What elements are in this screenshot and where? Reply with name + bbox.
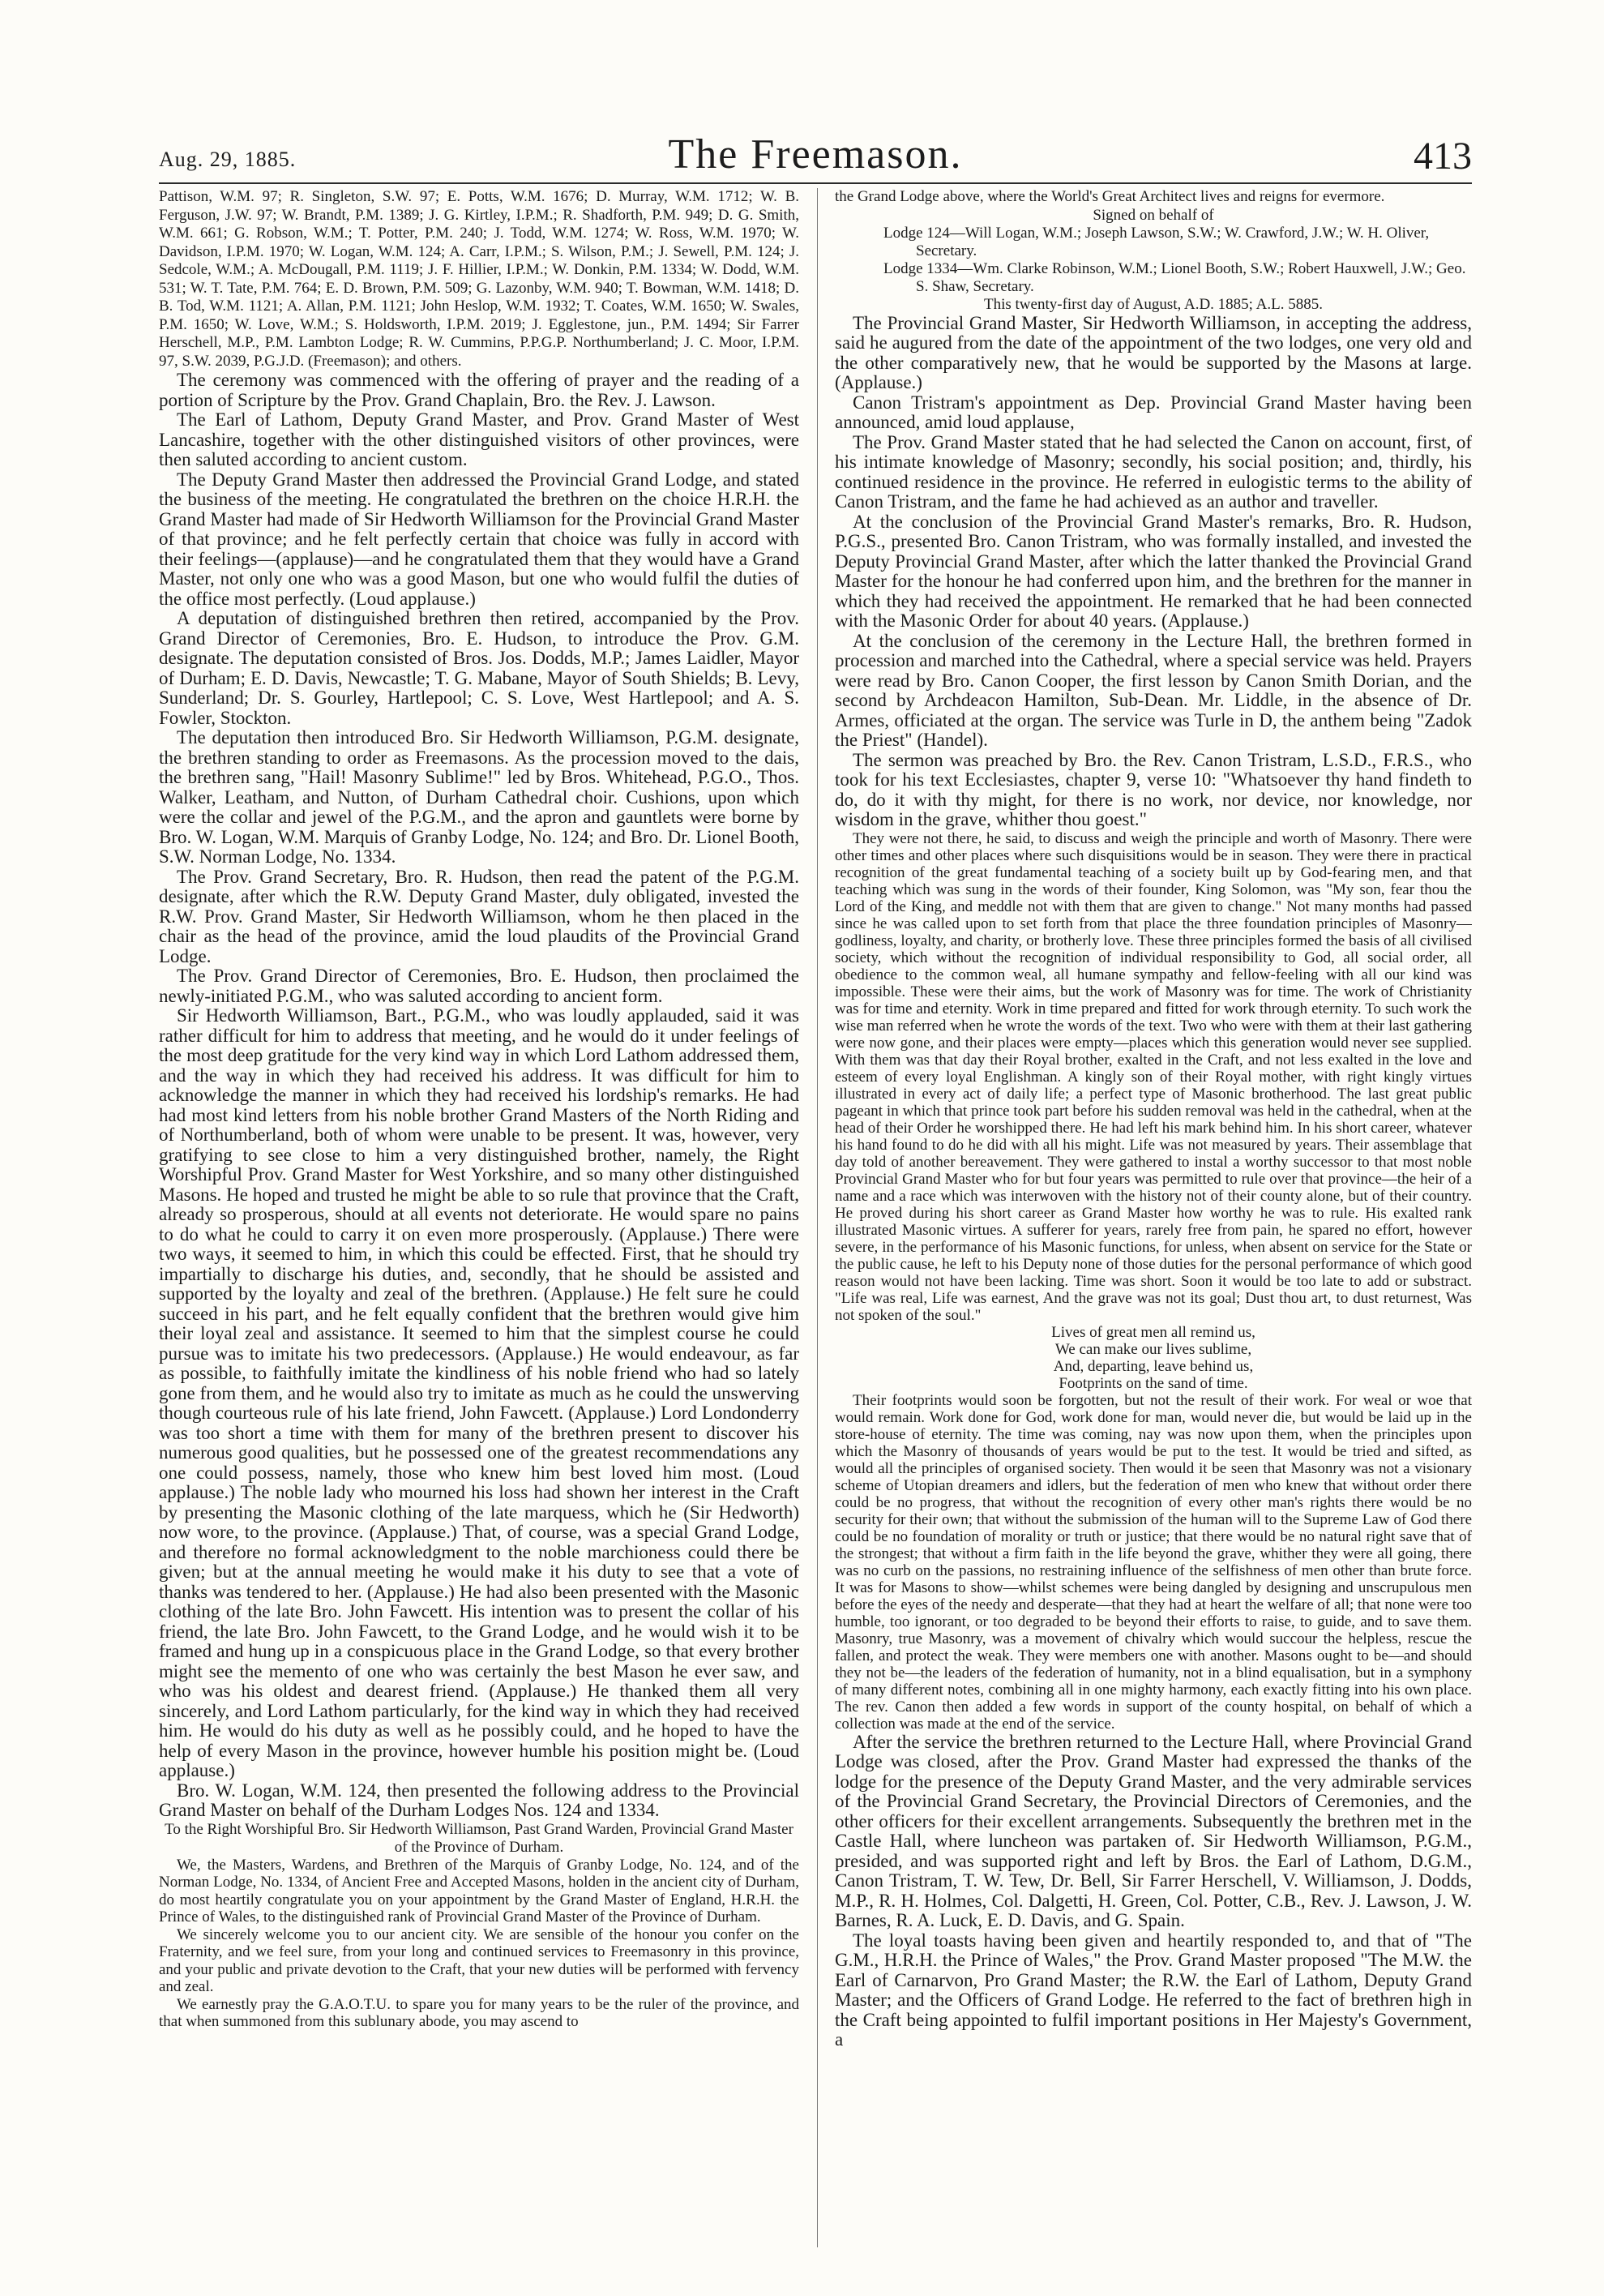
right-paragraph: At the conclusion of the Provincial Grand Master's remarks, Bro. R. Hudson, P.G.S., presented Bro. Canon Tristram, who was formally installed, and invested the Deputy Provincial Grand Master, after which the latter thanked the Provincial Grand Master for the honour he had conferred upon him, and the brethren for the manner in which they had received the appointment. He remarked that he had been connected with the Masonic Order for about 40 years. (Applause.) <box>835 511 1472 631</box>
right-paragraph: They were not there, he said, to discuss and weigh the principle and worth of Masonry. There were other times and other places where such disquisitions would be in season. They were there in practical recognition of the great fundamental teaching of a society built up by God-fearing men, and that teaching which was sung in the words of their founder, King Solomon, was "My son, fear thou the Lord of the King, and meddle not with them that are given to change." Not many months had passed since he was called upon to set forth from that place the three foundation principles of Masonry—godliness, loyalty, and charity, or brotherly love. These three principles formed the basis of all civilised society, which without the recognition of individual responsibility to God, all social order, all obedience to the common weal, all humane sympathy and fellow-feeling with all our kind was impossible. These were their aims, but the work of Masonry was for time. The work of Christianity was for time and eternity. Work in time prepared and fitted for work through eternity. To such work the wise man referred when he wrote the words of the text. Two who were with them at their last gathering were now gone, and their places were empty—places which this generation would never see supplied. With them was that day their Royal brother, exalted in the Craft, and not less exalted in the love and esteem of every loyal Englishman. A kingly son of their Royal mother, with right kingly virtues illustrated in every act of daily life; a perfect type of Masonic brotherhood. The last great public pageant in which that prince took part before his sudden removal was held in the cathedral, when at the head of their Order he worshipped there. He had left his mark behind him. In his short career, whatever his hand found to do he did with all his might. Life was not measured by years. Their assemblage that day told of another bereavement. They were gathered to instal a worthy successor to that most noble Provincial Grand Master who for but four years was permitted to rule over that province—the heir of a name and a race which was interwoven with the history not of their county alone, but of their country. He proved during his short career as Grand Master how worthy he was to rule. His exalted rank illustrated Masonic virtues. A sufferer for years, rarely free from pain, he spared no effort, however severe, in the performance of his Masonic functions, for unless, when absent on service for the State or the public cause, he left to his Deputy none of those duties for the personal performance of which good reason would not have been lacking. Time was short. Soon it would be too late to add or substract. "Life was real, Life was earnest, And the grave was not its goal; Dust thou art, to dust returnest, Was not spoken of the soul." <box>835 829 1472 1324</box>
right-paragraph: Their footprints would soon be forgotten, but not the result of their work. For weal or woe that would remain. Work done for God, work done for man, would never die, but would be laid up in the store-house of eternity. The time was coming, nay was now upon them, when the principles upon which the Masonry of thousands of years would be put to the test. It would be tried and sifted, as would all the principles of organised society. Then would it be seen that Masonry was not a visionary scheme of Utopian dreamers and idlers, but the federation of men who knew that without order there could be no progress, that without the recognition of every other man's rights there would be no security for their own; that without the submission of the human will to the Supreme Law of God there could be no foundation of morality or truth or justice; that there would be no natural right save that of the strongest; that without a firm faith in the life beyond the grave, whither they were all going, there was no curb on the passions, no restraining influence of the selfishness of men other than brute force. It was for Masons to show—whilst schemes were being dangled by designing and unscrupulous men before the eyes of the needy and desperate—that they had at heart the welfare of all; that none were too humble, too ignorant, or too degraded to be beyond their efforts to raise, to guide, and to save them. Masonry, true Masonry, was a movement of chivalry which would succour the helpless, rescue the fallen, and protect the weak. They were members one with another. Masons ought to be—and should they not be—the leaders of the federation of humanity, not in a blind equalisation, but in a symphony of many different notes, combining all in one mighty harmony, each exactly fitting into his own place. The rev. Canon then added a few words in support of the county hospital, on behalf of which a collection was made at the end of the service. <box>835 1391 1472 1733</box>
publication-title: The Freemason. <box>668 131 963 178</box>
left-paragraph: The Deputy Grand Master then addressed the Provincial Grand Lodge, and stated the business of the meeting. He congratulated the brethren on the choice H.R.H. the Grand Master had made of Sir Hedworth Williamson for the Provincial Grand Master of that province; and he felt perfectly certain that choice was fully in accord with their feelings—(applause)—and he congratulated them that they would have a Grand Master, not only one who was a good Mason, but one who would fulfil the duties of the office most perfectly. (Loud applause.) <box>159 469 799 609</box>
right-paragraph: Canon Tristram's appointment as Dep. Provincial Grand Master having been announced, amid loud applause, <box>835 392 1472 432</box>
right-paragraph: Signed on behalf of <box>1093 206 1214 224</box>
left-paragraph: The deputation then introduced Bro. Sir Hedworth Williamson, P.G.M. designate, the brethren standing to order as Freemasons. As the procession moved to the dais, the brethren sang, "Hail! Masonry Sublime!" led by Bros. Whitehead, P.G.O., Thos. Walker, Leatham, and Nutton, of Durham Cathedral choir. Cushions, upon which were the collar and jewel of the P.G.M., and the apron and gauntlets were borne by Bro. W. Logan, W.M. Marquis of Granby Lodge, No. 124; and Bro. Dr. Lionel Booth, S.W. Norman Lodge, No. 1334. <box>159 727 799 867</box>
left-paragraph: A deputation of distinguished brethren then retired, accompanied by the Prov. Grand Director of Ceremonies, Bro. E. Hudson, to introduce the Prov. G.M. designate. The deputation consisted of Bros. Jos. Dodds, M.P.; James Laidler, Mayor of Durham; E. D. Davis, Newcastle; T. G. Mabane, Mayor of South Shields; B. Levy, Sunderland; Dr. S. Gourley, Hartlepool; C. S. Love, West Hartlepool; and A. S. Fowler, Stockton. <box>159 608 799 728</box>
left-paragraph: The ceremony was commenced with the offering of prayer and the reading of a portion of Scripture by the Prov. Grand Chaplain, Bro. the Rev. J. Lawson. <box>159 370 799 410</box>
right-paragraph: Lodge 1334—Wm. Clarke Robinson, W.M.; Lionel Booth, S.W.; Robert Hauxwell, J.W.; Geo. S. Shaw, Secretary. <box>883 259 1466 295</box>
right-paragraph: Lives of great men all remind us, <box>1051 1323 1255 1341</box>
left-column <box>159 188 799 2247</box>
right-paragraph: The Provincial Grand Master, Sir Hedworth Williamson, in accepting the address, said he augured from the date of the appointment of the two lodges, one very old and the other comparatively new, that he would be supported by the Masons at large. (Applause.) <box>835 312 1472 392</box>
left-paragraph: We sincerely welcome you to our ancient city. We are sensible of the honour you confer on the Fraternity, and we feel sure, from your long and continued services to Freemasonry in this province, and your public and private devotion to the Craft, that your new duties will be performed with fervency and zeal. <box>159 1925 799 1995</box>
masthead <box>159 122 1472 178</box>
header-rule <box>159 182 1472 184</box>
right-paragraph: Lodge 124—Will Logan, W.M.; Joseph Lawson, S.W.; W. Crawford, J.W.; W. H. Oliver, Secretary. <box>883 224 1430 259</box>
left-paragraph: Pattison, W.M. 97; R. Singleton, S.W. 97; E. Potts, W.M. 1676; D. Murray, W.M. 1712; W. B. Ferguson, J.W. 97; W. Brandt, P.M. 1389; J. G. Kirtley, I.P.M.; R. Shadforth, P.M. 949; D. G. Smith, W.M. 661; G. Robson, W.M.; T. Potter, P.M. 240; J. Todd, W.M. 1274; W. Ross, W.M. 1970; W. Davidson, I.P.M. 1970; W. Logan, W.M. 124; A. Carr, I.P.M.; S. Wilson, P.M.; J. Sewell, P.M. 124; J. Sedcole, W.M.; A. McDougall, P.M. 1119; J. F. Hillier, I.P.M.; W. Donkin, P.M. 1334; W. Dodd, W.M. 531; W. T. Tate, P.M. 764; E. D. Brown, P.M. 509; G. Lazonby, W.M. 940; T. Bowman, W.M. 1418; D. B. Tod, W.M. 1121; A. Allan, P.M. 1121; John Heslop, W.M. 1932; T. Coates, W.M. 1650; W. Swales, P.M. 1650; W. Love, W.M.; S. Holdsworth, I.P.M. 2019; J. Egglestone, jun., P.M. 1494; Sir Farrer Herschell, M.P., P.M. Lambton Lodge; R. W. Cummins, P.P.G.P. Northumberland; J. C. Moor, I.P.M. 97, S.W. 2039, P.G.J.D. (Freemason); and others. <box>159 188 799 370</box>
right-paragraph: We can make our lives sublime, <box>1054 1340 1252 1358</box>
right-column <box>835 188 1472 2247</box>
right-paragraph: the Grand Lodge above, where the World's Great Architect lives and reigns for evermore. <box>835 188 1385 205</box>
right-paragraph: And, departing, leave behind us, <box>1053 1357 1254 1375</box>
left-paragraph: The Earl of Lathom, Deputy Grand Master, and Prov. Grand Master of West Lancashire, together with the other distinguished visitors of other provinces, were then saluted according to ancient custom. <box>159 409 799 469</box>
right-paragraph: The loyal toasts having been given and heartily responded to, and that of "The G.M., H.R.H. the Prince of Wales," the Prov. Grand Master proposed "The M.W. the Earl of Carnarvon, Pro Grand Master; the R.W. the Earl of Lathom, Deputy Grand Master; and the Officers of Grand Lodge. He referred to the fact of brethren high in the Craft being appointed to fulfil important positions in Her Majesty's Government, a <box>835 1930 1472 2050</box>
left-paragraph: The Prov. Grand Secretary, Bro. R. Hudson, then read the patent of the P.G.M. designate, after which the R.W. Deputy Grand Master, duly obligated, invested the R.W. Prov. Grand Master, Sir Hedworth Williamson, whom he then placed in the chair as the head of the province, amid the loud plaudits of the Provincial Grand Lodge. <box>159 866 799 966</box>
left-paragraph: Sir Hedworth Williamson, Bart., P.G.M., who was loudly applauded, said it was rather difficult for him to address that meeting, and he would do it under feelings of the most deep gratitude for the very kind way in which Lord Lathom addressed them, and the way in which they had received his address. It was difficult for him to acknowledge the manner in which they had received his lordship's remarks. He had had most kind letters from his noble brother Grand Masters of the North Riding and of Northumberland, both of whom were unable to be present. It was, however, very gratifying to see close to him a very distinguished brother, namely, the Right Worshipful Prov. Grand Master for West Yorkshire, and so many other distinguished Masons. He hoped and trusted he might be able to so rule that province that the Craft, already so prosperous, should at all events not deteriorate. He would spare no pains to do what he could to carry it on even more prosperously. (Applause.) There were two ways, it seemed to him, in which this could be effected. First, that he should try impartially to discharge his duties, and, secondly, that he should be assisted and supported by the loyalty and zeal of the brethren. (Applause.) He felt sure he could succeed in his part, and he felt equally confident that the brethren would give him their loyal zeal and assistance. It seemed to him that the simplest course he could pursue was to imitate his two predecessors. (Applause.) He would endeavour, as far as possible, to faithfully imitate the kindliness of his noble friend who had so lately gone from them, and he would also try to imitate as much as he could the unswerving though courteous rule of his late friend, John Fawcett. (Applause.) Lord Londonderry was too short a time with them for many of the brethren present to discover his numerous good qualities, but he possessed one of the greatest recommendations any one could possess, namely, those who knew him best loved him most. (Loud applause.) The noble lady who mourned his loss had shown her interest in the Craft by presenting the Masonic clothing of the late marquess, which he (Sir Hedworth) now wore, to the province. (Applause.) That, of course, was a special Grand Lodge, and therefore no formal acknowledgment to the noble marchioness could there be given; but at the annual meeting he would make it his duty to see that a vote of thanks was tendered to her. (Applause.) He had also been presented with the Masonic clothing of the late Bro. John Fawcett. His intention was to present the collar of his friend, the late Bro. John Fawcett, to the Grand Lodge, and he would wish it to be framed and hung up in a conspicuous place in the Grand Lodge, so that every brother might see the memento of one who was certainly the best Mason he ever saw, and who was his oldest and dearest friend. (Applause.) He thanked them all very sincerely, and Lord Lathom particularly, for the kind way in which they had received him. He would do his duty as well as he possibly could, and he hoped to have the help of every Mason in the province, however humble his position might be. (Loud applause.) <box>159 1005 799 1780</box>
issue-date: Aug. 29, 1885. <box>159 148 297 171</box>
right-paragraph: Footprints on the sand of time. <box>1059 1374 1248 1392</box>
right-paragraph: The sermon was preached by Bro. the Rev. Canon Tristram, L.S.D., F.R.S., who took for his text Ecclesiastes, chapter 9, verse 10: "Whatsoever thy hand findeth to do, do it with thy might, for there is no work, nor device, nor knowledge, nor wisdom in the grave, whither thou goest." <box>835 749 1472 829</box>
right-paragraph: This twenty-first day of August, A.D. 1885; A.L. 5885. <box>984 295 1323 313</box>
left-paragraph: The Prov. Grand Director of Ceremonies, Bro. E. Hudson, then proclaimed the newly-initiated P.G.M., who was saluted according to ancient form. <box>159 966 799 1006</box>
left-paragraph: Bro. W. Logan, W.M. 124, then presented the following address to the Provincial Grand Master on behalf of the Durham Lodges Nos. 124 and 1334. <box>159 1780 799 1820</box>
right-paragraph: At the conclusion of the ceremony in the Lecture Hall, the brethren formed in procession and marched into the Cathedral, where a special service was held. Prayers were read by Bro. Canon Cooper, the first lesson by Canon Smith Dorian, and the second by Archdeacon Hamilton, Sub-Dean. Mr. Liddle, in the absence of Dr. Armes, officiated at the organ. The service was Turle in D, the anthem being "Zadok the Priest" (Handel). <box>835 630 1472 750</box>
left-paragraph: We, the Masters, Wardens, and Brethren of the Marquis of Granby Lodge, No. 124, and of the Norman Lodge, No. 1334, of Ancient Free and Accepted Masons, holden in the ancient city of Durham, do most heartily congratulate you on your appointment by the Grand Master of England, H.R.H. the Prince of Wales, to the distinguished rank of Provincial Grand Master of the Province of Durham. <box>159 1856 799 1925</box>
left-paragraph: We earnestly pray the G.A.O.T.U. to spare you for many years to be the ruler of the province, and that when summoned from this sublunary abode, you may ascend to <box>159 1995 799 2030</box>
right-paragraph: The Prov. Grand Master stated that he had selected the Canon on account, first, of his intimate knowledge of Masonry; secondly, his social position; and, thirdly, his continued residence in the province. He referred in eulogistic terms to the ability of Canon Tristram, and the fame he had achieved as an author and traveller. <box>835 431 1472 512</box>
page-number: 413 <box>1414 135 1472 178</box>
right-paragraph: After the service the brethren returned to the Lecture Hall, where Provincial Grand Lodge was closed, after the Prov. Grand Master had expressed the thanks of the lodge for the presence of the Deputy Grand Master, and the very admirable services of the Provincial Grand Secretary, the Provincial Directors of Ceremonies, and the other officers for their excellent arrangements. Subsequently the brethren met in the Castle Hall, where luncheon was partaken of. Sir Hedworth Williamson, P.G.M., presided, and was supported right and left by Bros. the Earl of Lathom, D.G.M., Canon Tristram, T. W. Tew, Dr. Bell, Sir Farrer Herschell, V. Williamson, J. Dodds, M.P., R. H. Holmes, Col. Dalgetti, H. Green, Col. Potter, C.B., Rev. J. Lawson, J. W. Barnes, R. A. Luck, E. D. Davis, and G. Spain. <box>835 1731 1472 1930</box>
column-divider <box>817 188 818 2247</box>
left-paragraph: To the Right Worshipful Bro. Sir Hedworth Williamson, Past Grand Warden, Provincial Grand Master of the Province of Durham. <box>165 1820 793 1856</box>
